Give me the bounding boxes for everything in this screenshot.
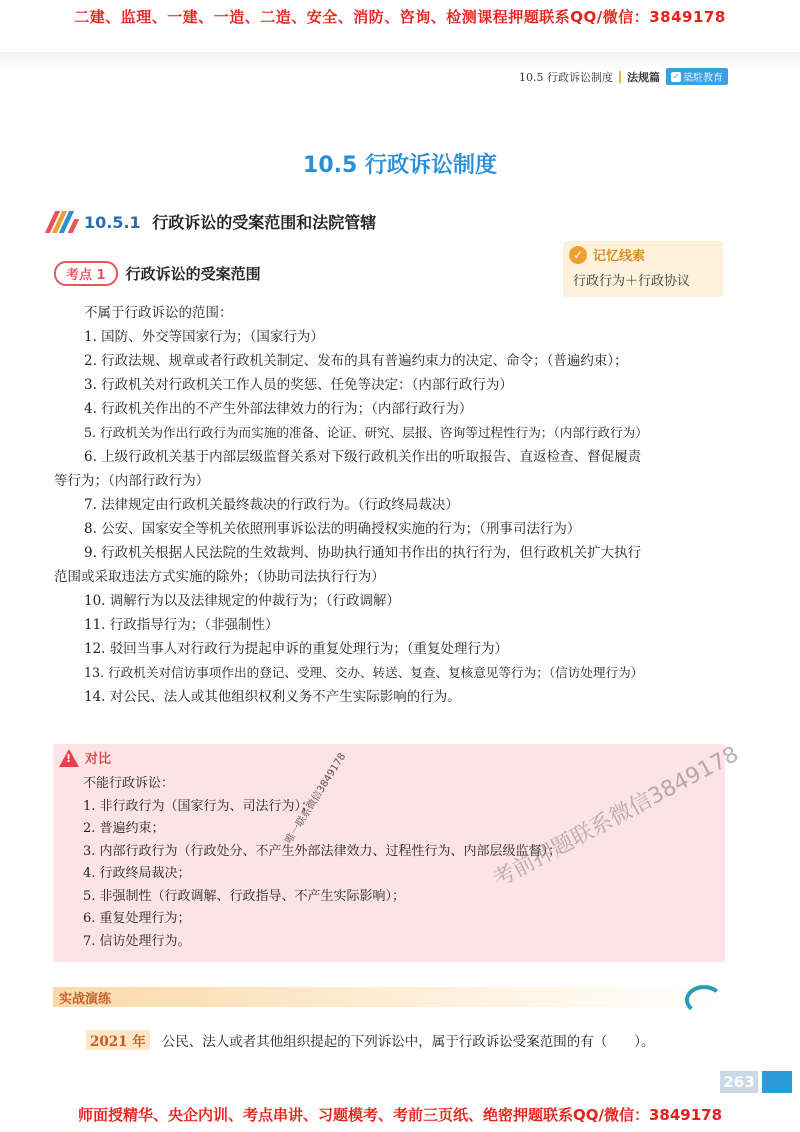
kaodian-heading — [54, 261, 261, 286]
section-number: 10.5.1 — [84, 213, 141, 232]
scope-list — [54, 301, 729, 709]
watermark-large: 考前押题联系微信3849178 — [489, 741, 743, 893]
brand-mark-icon: ✓ — [672, 71, 680, 81]
brand-logo — [666, 68, 728, 85]
slash-stripes-icon — [50, 211, 76, 233]
list-item: 13. 行政机关对信访事项作出的登记、受理、交办、转送、复查、复核意见等行为；（信访处理行为） — [84, 665, 644, 680]
compare-item: 6. 重复处理行为； — [83, 911, 191, 926]
list-item: 9. 行政机关根据人民法院的生效裁判、协助执行通知书作出的执行行为，但行政机关扩大执行 — [84, 545, 642, 561]
watermark-small: 唯一联系微信3849178 — [283, 751, 349, 846]
top-banner: 二建、监理、一建、一造、二造、安全、消防、咨询、检测课程押题联系QQ/微信：3849178 — [74, 8, 726, 26]
memory-clue-box — [563, 241, 723, 297]
header-section-ref: 10.5 行政诉讼制度 — [519, 70, 613, 84]
compare-item: 2. 普遍约束； — [83, 821, 165, 836]
kaodian-badge: 考点 1 — [54, 261, 118, 286]
list-item: 5. 行政机关为作出行政行为而实施的准备、论证、研究、层报、咨询等过程性行为；（内部行政行为） — [84, 425, 648, 440]
practice-label: 实战演练 — [59, 992, 112, 1007]
memory-label: 记忆线索 — [593, 249, 646, 264]
list-item: 12. 驳回当事人对行政行为提起申诉的重复处理行为；（重复处理行为） — [84, 641, 509, 657]
section-heading — [50, 210, 376, 233]
list-item: 3. 行政机关对行政机关工作人员的奖惩、任免等决定：（内部行政行为） — [84, 377, 513, 393]
running-header — [519, 68, 728, 85]
chapter-title: 10.5 行政诉讼制度 — [303, 153, 497, 178]
page-corner-tab — [762, 1071, 792, 1093]
compare-item: 3. 内部行政行为（行政处分、不产生外部法律效力、过程性行为、内部层级监督）； — [83, 843, 562, 859]
compare-item: 5. 非强制性（行政调解、行政指导、不产生实际影响）； — [83, 888, 406, 904]
list-item-continuation: 等行为；（内部行政行为） — [54, 473, 210, 489]
practice-question — [86, 1030, 655, 1050]
page-number: 263 — [720, 1071, 758, 1093]
list-item: 6. 上级行政机关基于内部层级监督关系对下级行政机关作出的听取报告、直返检查、督促履责 — [84, 449, 642, 465]
bottom-banner: 师面授精华、央企内训、考点串讲、习题模考、考前三页纸、绝密押题联系QQ/微信：3849178 — [77, 1106, 723, 1124]
compare-item: 4. 行政终局裁决； — [83, 866, 191, 881]
swirl-icon — [685, 985, 723, 1015]
check-icon: ✓ — [569, 246, 587, 264]
scope-intro: 不属于行政诉讼的范围： — [84, 305, 233, 321]
list-item: 11. 行政指导行为；（非强制性） — [84, 617, 279, 633]
year-tag: 2021 年 — [86, 1030, 150, 1050]
compare-item: 1. 非行政行为（国家行为、司法行为）； — [83, 798, 315, 814]
warning-icon — [59, 749, 79, 767]
question-text: 公民、法人或者其他组织提起的下列诉讼中，属于行政诉讼受案范围的有（ ）。 — [161, 1034, 655, 1050]
list-item: 2. 行政法规、规章或者行政机关制定、发布的具有普遍约束力的决定、命令；（普遍约束）； — [84, 353, 628, 369]
compare-item: 7. 信访处理行为。 — [83, 933, 191, 949]
memory-text: 行政行为＋行政协议 — [573, 274, 691, 289]
list-item-continuation: 范围或采取违法方式实施的除外；（协助司法执行行为） — [54, 569, 385, 585]
list-item: 4. 行政机关作出的不产生外部法律效力的行为；（内部行政行为） — [84, 401, 473, 417]
list-item: 10. 调解行为以及法律规定的仲裁行为；（行政调解） — [84, 593, 401, 609]
list-item: 1. 国防、外交等国家行为；（国家行为） — [84, 329, 324, 345]
list-item: 14. 对公民、法人或其他组织权利义务不产生实际影响的行为。 — [84, 689, 461, 705]
list-item: 7. 法律规定由行政机关最终裁决的行政行为。（行政终局裁决） — [84, 497, 459, 513]
compare-label: 对比 — [85, 752, 112, 767]
kaodian-title: 行政诉讼的受案范围 — [125, 265, 261, 283]
brand-name: 築駐教育 — [683, 73, 723, 84]
section-title: 行政诉讼的受案范围和法院管辖 — [152, 213, 377, 232]
compare-intro: 不能行政诉讼： — [83, 776, 175, 791]
list-item: 8. 公安、国家安全等机关依照刑事诉讼法的明确授权实施的行为；（刑事司法行为） — [84, 521, 581, 537]
compare-box — [53, 744, 725, 962]
practice-bar — [53, 987, 725, 1007]
header-divider — [619, 71, 621, 83]
header-part: 法规篇 — [627, 70, 660, 84]
